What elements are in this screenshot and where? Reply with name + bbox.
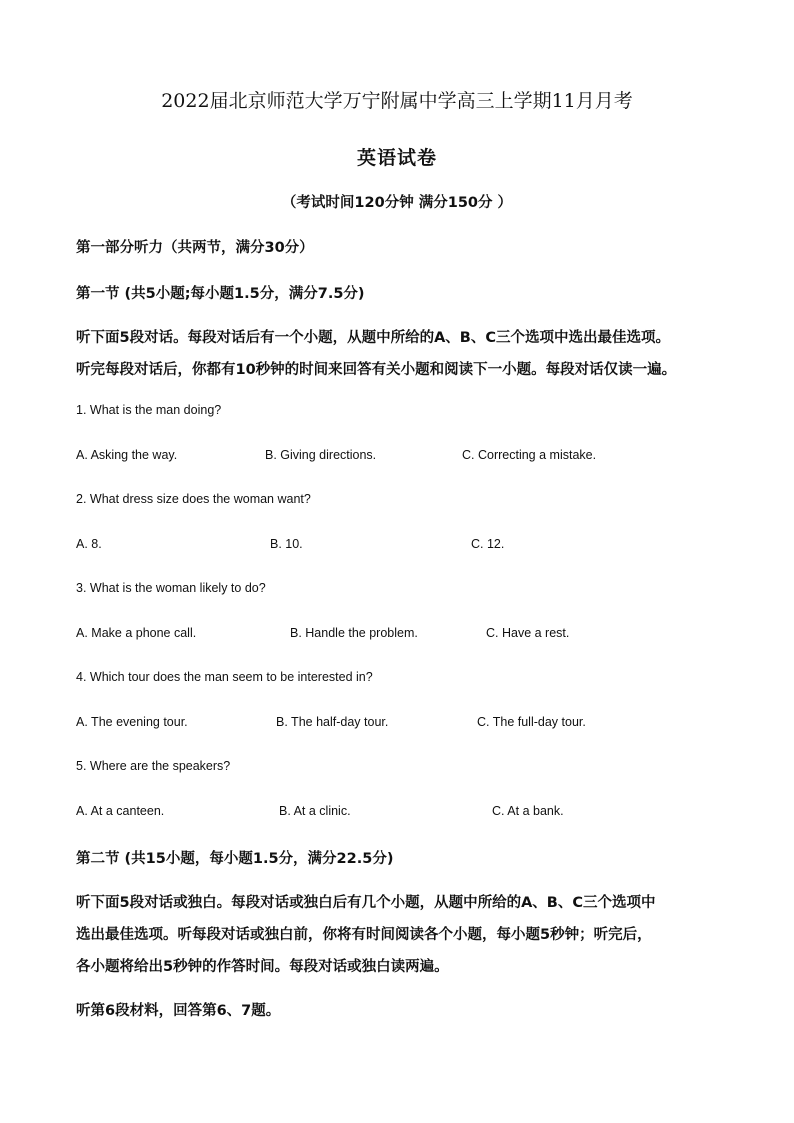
exam-title: 2022届北京师范大学万宁附属中学高三上学期11月月考 bbox=[161, 90, 633, 112]
question-5-option-b: B. At a clinic. bbox=[279, 804, 351, 818]
part1-heading: 第一部分听力（共两节，满分30分） bbox=[76, 240, 314, 256]
question-1-text: 1. What is the man doing? bbox=[76, 403, 222, 417]
exam-time-score-info: （考试时间120分钟 满分150分 ） bbox=[281, 195, 513, 211]
exam-subtitle: 英语试卷 bbox=[356, 147, 437, 169]
question-5-option-c: C. At a bank. bbox=[492, 804, 564, 818]
question-3-option-b: B. Handle the problem. bbox=[290, 626, 418, 640]
section1-instruction-line: 听下面5段对话。每段对话后有一个小题，从题中所给的A、B、C三个选项中选出最佳选项。 bbox=[76, 330, 671, 346]
question-1-option-b: B. Giving directions. bbox=[265, 448, 377, 462]
question-4-option-b: B. The half-day tour. bbox=[276, 715, 389, 729]
question-4-option-c: C. The full-day tour. bbox=[477, 715, 586, 729]
section2-instruction-line: 选出最佳选项。听每段对话或独白前，你将有时间阅读各个小题，每小题5秒钟；听完后， bbox=[76, 927, 652, 943]
question-2-option-b: B. 10. bbox=[270, 537, 303, 551]
question-2-option-a: A. 8. bbox=[76, 537, 102, 551]
section2-heading: 第二节 (共15小题，每小题1.5分，满分22.5分) bbox=[76, 851, 394, 867]
section2-instruction-line: 各小题将给出5秒钟的作答时间。每段对话或独白读两遍。 bbox=[76, 959, 449, 975]
section1-heading: 第一节 (共5小题;每小题1.5分，满分7.5分) bbox=[76, 286, 365, 302]
question-3-option-a: A. Make a phone call. bbox=[76, 626, 197, 640]
section1-instruction-line: 听完每段对话后，你都有10秒钟的时间来回答有关小题和阅读下一小题。每段对话仅读一遍。 bbox=[76, 362, 677, 378]
question-5-text: 5. Where are the speakers? bbox=[76, 759, 231, 773]
question-5-option-a: A. At a canteen. bbox=[76, 804, 165, 818]
question-3-text: 3. What is the woman likely to do? bbox=[76, 581, 266, 595]
question-3-option-c: C. Have a rest. bbox=[486, 626, 570, 640]
material-note: 听第6段材料，回答第6、7题。 bbox=[76, 1003, 281, 1019]
question-4-text: 4. Which tour does the man seem to be interested in? bbox=[76, 670, 373, 684]
section2-instruction-line: 听下面5段对话或独白。每段对话或独白后有几个小题，从题中所给的A、B、C三个选项中 bbox=[76, 895, 656, 911]
question-1-option-c: C. Correcting a mistake. bbox=[462, 448, 597, 462]
question-1-option-a: A. Asking the way. bbox=[76, 448, 178, 462]
question-2-option-c: C. 12. bbox=[471, 537, 505, 551]
question-2-text: 2. What dress size does the woman want? bbox=[76, 492, 311, 506]
question-4-option-a: A. The evening tour. bbox=[76, 715, 188, 729]
